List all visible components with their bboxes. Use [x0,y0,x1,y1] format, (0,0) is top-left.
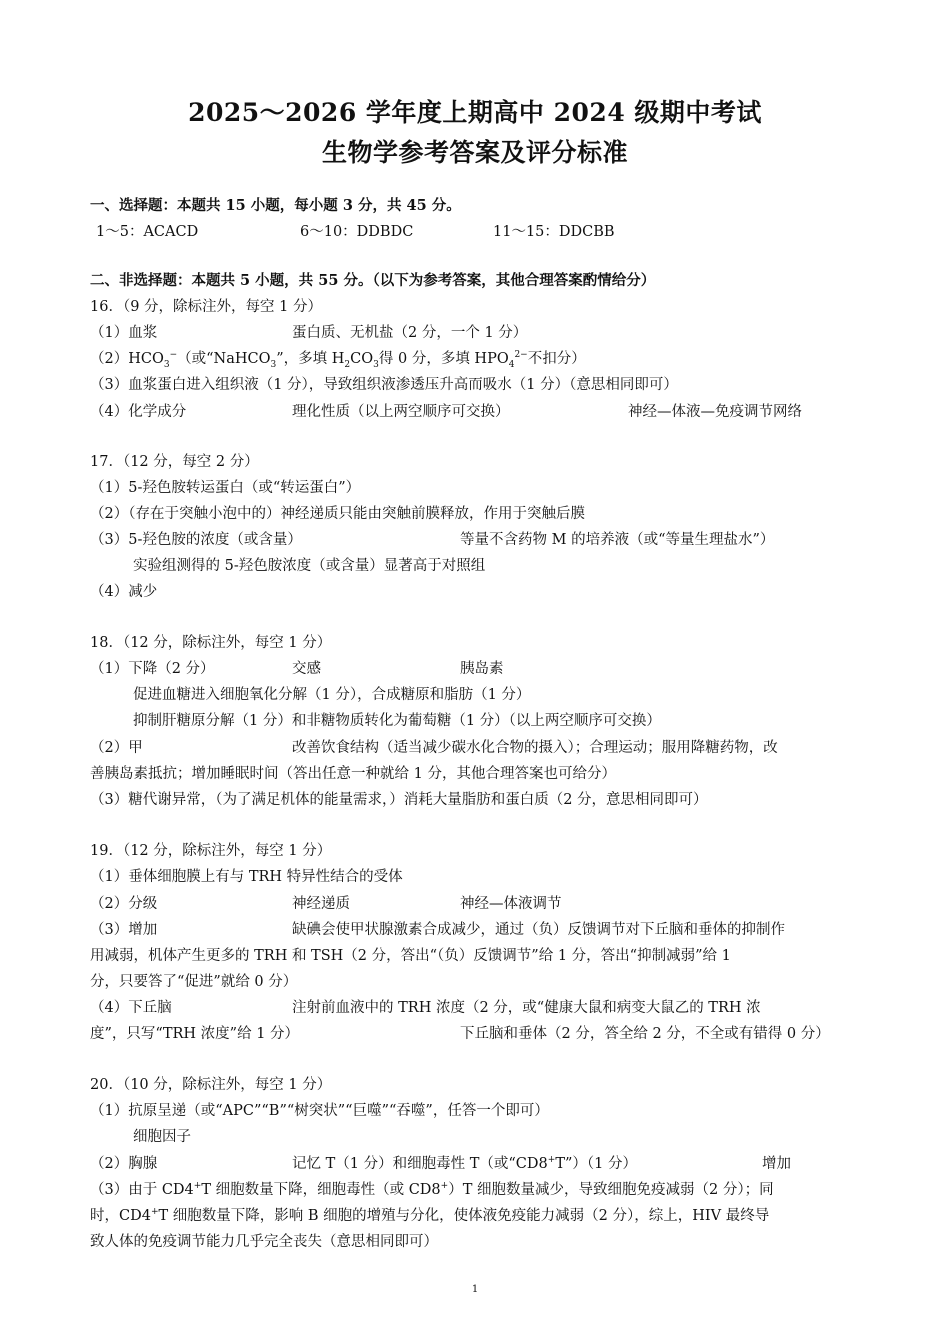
q16-p2: $(2)HCO_3^-$（或“NaHCO$_3$”，多填 $H_2CO_3$得 0 分，多填 $HPO_4^{2-}$不扣分） [90,350,586,370]
q19-p2b: 神经递质 [292,896,350,912]
q19-p4c: 度”，只写“TRH 浓度”给 1 分） [90,1026,300,1042]
q18-p2a: （2）甲 [90,740,143,756]
q18-p1b: 交感 [292,661,321,677]
q17-p3c: 实验组测得的 5-羟色胺浓度（或含量）显著高于对照组 [133,558,486,574]
q16-p1a: （1）血浆 [90,325,158,341]
q16-p1b: 蛋白质、无机盐（2 分，一个 1 分） [292,325,528,341]
q19-header: 19．（12 分，除标注外，每空 1 分） [90,843,332,859]
q20-p2c: 增加 [762,1156,791,1172]
q19-p2c: 神经—体液调节 [460,896,562,912]
q17-p3a: （3）5-羟色胺的浓度（或含量） [90,532,302,548]
q16-p3: （3）血浆蛋白进入组织液（1 分），导致组织液渗透压升高而吸水（1 分）（意思相同即可） [90,377,678,393]
q18-p3: （3）糖代谢异常，（为了满足机体的能量需求，）消耗大量脂肪和蛋白质（2 分，意思相同即可） [90,792,708,808]
answers-6-10: 6～10：DDBDC [300,224,414,240]
q17-p3b: 等量不含药物 M 的培养液（或“等量生理盐水”） [460,532,775,548]
q16-p4c: 神经—体液—免疫调节网络 [628,404,802,420]
q18-p1a: （1）下降（2 分） [90,661,215,677]
q19-p3b: 缺碘会使甲状腺激素合成减少，通过（负）反馈调节对下丘脑和垂体的抑制作 [292,922,785,938]
q20-p3c: 致人体的免疫调节能力几乎完全丧失（意思相同即可） [90,1234,438,1250]
q17-p1: （1）5-羟色胺转运蛋白（或“转运蛋白”） [90,480,361,496]
q16-p4a: （4）化学成分 [90,404,187,420]
q20-p1b: 细胞因子 [133,1129,191,1145]
q19-p2a: （2）分级 [90,896,158,912]
q19-p4d: 下丘脑和垂体（2 分，答全给 2 分，不全或有错得 0 分） [460,1026,830,1042]
exam-title: 2025～2026 学年度上期高中 2024 级期中考试 [188,98,762,127]
answers-11-15: 11～15：DDCBB [493,224,615,240]
q20-p3b: 时，CD4+T 细胞数量下降，影响 B 细胞的增殖与分化，使体液免疫能力减弱（2 分），综上，HIV 最终导 [90,1207,770,1224]
q19-p4a: （4）下丘脑 [90,1000,172,1016]
q20-p3a: （3）由于 CD4+T 细胞数量下降，细胞毒性（或 CD8+）T 细胞数量减少，导致细胞免疫减弱（2 分）；同 [90,1181,774,1198]
q20-header: 20．（10 分，除标注外，每空 1 分） [90,1077,332,1093]
q19-p3a: （3）增加 [90,922,158,938]
q19-p4b: 注射前血液中的 TRH 浓度（2 分，或“健康大鼠和病变大鼠乙的 TRH 浓 [292,1000,761,1016]
section2-heading: 二、非选择题：本题共 5 小题，共 55 分。（以下为参考答案，其他合理答案酌情给分） [90,272,656,289]
q17-p4: （4）减少 [90,584,158,600]
q17-p2: （2）（存在于突触小泡中的）神经递质只能由突触前膜释放，作用于突触后膜 [90,506,585,522]
q16-p4b: 理化性质（以上两空顺序可交换） [292,404,510,420]
q20-p1a: （1）抗原呈递（或“APC”“B”“树突状”“巨噬”“吞噬”，任答一个即可） [90,1103,549,1119]
q18-header: 18．（12 分，除标注外，每空 1 分） [90,635,332,651]
q19-p3c: 用减弱，机体产生更多的 TRH 和 TSH（2 分，答出“（负）反馈调节”给 1 分，答出“抑制减弱”给 1 [90,948,731,964]
page-number: 1 [471,1284,479,1295]
q17-header: 17．（12 分，每空 2 分） [90,454,259,470]
q18-p1c: 胰岛素 [460,661,504,677]
q20-p2a: （2）胸腺 [90,1156,158,1172]
q18-p1d: 促进血糖进入细胞氧化分解（1 分），合成糖原和脂肪（1 分） [133,687,531,703]
q19-p1: （1）垂体细胞膜上有与 TRH 特异性结合的受体 [90,869,403,885]
q18-p2b: 改善饮食结构（适当减少碳水化合物的摄入）；合理运动；服用降糖药物，改 [292,740,778,756]
q20-p2b: 记忆 T（1 分）和细胞毒性 T（或“CD8+T”）（1 分） [292,1155,637,1172]
q16-header: 16．（9 分，除标注外，每空 1 分） [90,299,322,315]
exam-subtitle: 生物学参考答案及评分标准 [321,138,628,167]
q19-p3d: 分，只要答了“促进”就给 0 分） [90,974,298,990]
section1-heading: 一、选择题：本题共 15 小题，每小题 3 分，共 45 分。 [90,197,461,214]
q18-p2c: 善胰岛素抵抗；增加睡眠时间（答出任意一种就给 1 分，其他合理答案也可给分） [90,766,616,782]
answers-1-5: 1～5：ACACD [96,224,199,240]
q18-p1e: 抑制肝糖原分解（1 分）和非糖物质转化为葡萄糖（1 分）（以上两空顺序可交换） [133,713,661,729]
